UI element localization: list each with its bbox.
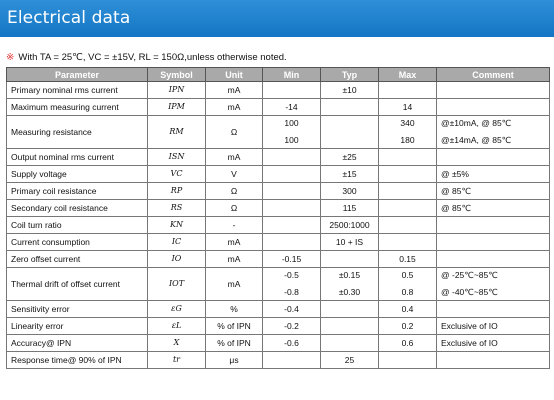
col-header-comment: Comment xyxy=(437,68,550,82)
section-title: Electrical data xyxy=(7,8,131,28)
cell-min-value: -0.6 xyxy=(284,337,299,348)
cell-min-value xyxy=(267,167,316,182)
cell-min xyxy=(263,149,321,166)
cell-typ xyxy=(321,318,379,335)
table-row xyxy=(7,166,550,183)
cell-comment xyxy=(437,352,550,369)
cell-comment-value xyxy=(441,302,545,317)
cell-max-value: 0.6 xyxy=(401,337,414,348)
cell-comment-value: @ ±5% xyxy=(441,168,469,179)
table-row xyxy=(7,335,550,352)
cell-typ xyxy=(321,352,379,369)
cell-typ-value: 115 xyxy=(342,202,357,213)
cell-parameter: Sensitivity error xyxy=(7,301,148,318)
cell-min-value: 100 xyxy=(284,135,299,145)
cell-comment-value: Exclusive of IO xyxy=(441,320,498,331)
cell-unit: mA xyxy=(206,82,263,99)
cell-typ-value: ±15 xyxy=(342,168,357,179)
table-header-row xyxy=(7,68,550,82)
table-row xyxy=(7,318,550,335)
cell-unit: % of IPN xyxy=(206,318,263,335)
cell-unit: mA xyxy=(206,149,263,166)
cell-symbol: εG xyxy=(148,301,206,318)
cell-symbol: IC xyxy=(148,234,206,251)
cell-min xyxy=(263,251,321,268)
cell-typ-value xyxy=(325,100,374,115)
cell-comment-value: Exclusive of IO xyxy=(441,337,498,348)
cell-comment xyxy=(437,268,550,301)
note-text: With TA = 25℃, VC = ±15V, RL = 150Ω,unless otherwise noted. xyxy=(18,52,287,63)
cell-typ xyxy=(321,200,379,217)
cell-max xyxy=(379,99,437,116)
cell-typ-value: ±10 xyxy=(342,84,357,95)
cell-comment xyxy=(437,183,550,200)
table-row xyxy=(7,116,550,149)
cell-max-value: 180 xyxy=(400,135,415,145)
cell-unit: - xyxy=(206,217,263,234)
col-header-unit: Unit xyxy=(206,68,263,82)
table-row xyxy=(7,251,550,268)
cell-min-value xyxy=(267,83,316,98)
cell-max-value: 0.4 xyxy=(401,303,414,314)
section-header xyxy=(0,0,554,37)
cell-max xyxy=(379,183,437,200)
cell-typ xyxy=(321,166,379,183)
cell-comment xyxy=(437,318,550,335)
cell-typ xyxy=(321,149,379,166)
cell-max xyxy=(379,82,437,99)
cell-comment-value xyxy=(441,83,545,98)
cell-typ-value: ±25 xyxy=(342,151,357,162)
cell-typ-value: ±0.30 xyxy=(338,287,361,297)
cell-comment-value: @ -25℃~85℃ xyxy=(441,270,498,280)
cell-min-value: -0.4 xyxy=(284,303,299,314)
cell-typ xyxy=(321,183,379,200)
cell-min xyxy=(263,268,321,301)
table-row xyxy=(7,301,550,318)
cell-unit: mA xyxy=(206,99,263,116)
cell-parameter: Zero offset current xyxy=(7,251,148,268)
cell-typ-value: ±0.15 xyxy=(338,270,361,280)
cell-typ xyxy=(321,301,379,318)
cell-symbol: RM xyxy=(148,116,206,149)
cell-parameter: Primary coil resistance xyxy=(7,183,148,200)
table-row xyxy=(7,149,550,166)
cell-min-value: -0.15 xyxy=(281,253,302,264)
cell-comment-value xyxy=(441,150,545,165)
cell-min xyxy=(263,352,321,369)
cell-min xyxy=(263,99,321,116)
cell-min-value xyxy=(267,353,316,368)
cell-symbol: IOT xyxy=(148,268,206,301)
table-row xyxy=(7,82,550,99)
cell-parameter: Coil turn ratio xyxy=(7,217,148,234)
cell-max xyxy=(379,268,437,301)
cell-typ-value xyxy=(325,319,374,334)
cell-parameter: Supply voltage xyxy=(7,166,148,183)
cell-symbol: εL xyxy=(148,318,206,335)
cell-max xyxy=(379,234,437,251)
cell-unit: mA xyxy=(206,251,263,268)
cell-max xyxy=(379,116,437,149)
cell-symbol: ISN xyxy=(148,149,206,166)
cell-unit: % xyxy=(206,301,263,318)
table-row xyxy=(7,200,550,217)
note-mark: ※ xyxy=(6,52,15,63)
cell-min-value: -0.8 xyxy=(284,287,299,297)
cell-typ-value xyxy=(325,302,374,317)
cell-unit: μs xyxy=(206,352,263,369)
cell-typ-value xyxy=(325,116,374,131)
cell-comment-value: @±14mA, @ 85℃ xyxy=(441,135,512,145)
cell-min-value xyxy=(267,201,316,216)
cell-max xyxy=(379,200,437,217)
table-row xyxy=(7,217,550,234)
cell-max-value xyxy=(383,167,432,182)
cell-max-value xyxy=(383,184,432,199)
cell-typ xyxy=(321,82,379,99)
col-header-typ: Typ xyxy=(321,68,379,82)
col-header-max: Max xyxy=(379,68,437,82)
cell-symbol: IO xyxy=(148,251,206,268)
table-row xyxy=(7,183,550,200)
cell-unit: Ω xyxy=(206,183,263,200)
cell-typ-value: 25 xyxy=(344,354,355,365)
cell-typ-value: 10 + IS xyxy=(335,236,364,247)
table-row xyxy=(7,99,550,116)
cell-symbol: IPN xyxy=(148,82,206,99)
cell-parameter: Secondary coil resistance xyxy=(7,200,148,217)
cell-symbol: tr xyxy=(148,352,206,369)
cell-unit: Ω xyxy=(206,116,263,149)
cell-max-value xyxy=(383,218,432,233)
cell-comment-value: @±10mA, @ 85℃ xyxy=(441,118,512,128)
cell-parameter: Primary nominal rms current xyxy=(7,82,148,99)
cell-comment-value: @ 85℃ xyxy=(441,185,471,196)
cell-min-value: -0.5 xyxy=(284,270,299,280)
cell-min xyxy=(263,166,321,183)
cell-typ-value xyxy=(325,252,374,267)
cell-min-value xyxy=(267,235,316,250)
cell-max xyxy=(379,335,437,352)
cell-min xyxy=(263,301,321,318)
cell-typ xyxy=(321,99,379,116)
cell-min-value xyxy=(267,218,316,233)
cell-typ-value xyxy=(325,336,374,351)
cell-max-value: 340 xyxy=(400,118,415,128)
cell-typ xyxy=(321,217,379,234)
cell-min xyxy=(263,217,321,234)
cell-parameter: Current consumption xyxy=(7,234,148,251)
cell-unit: Ω xyxy=(206,200,263,217)
cell-min-value xyxy=(267,150,316,165)
cell-symbol: X xyxy=(148,335,206,352)
table-body xyxy=(7,82,550,369)
cell-symbol: KN xyxy=(148,217,206,234)
cell-typ-value: 2500:1000 xyxy=(329,219,370,230)
cell-comment-value xyxy=(441,235,545,250)
cell-typ xyxy=(321,268,379,301)
cell-comment-value: @ 85℃ xyxy=(441,202,471,213)
cell-min-value xyxy=(267,184,316,199)
cell-max xyxy=(379,301,437,318)
col-header-symbol: Symbol xyxy=(148,68,206,82)
cell-parameter: Measuring resistance xyxy=(7,116,148,149)
table-row xyxy=(7,234,550,251)
cell-comment xyxy=(437,116,550,149)
cell-max-value: 0.5 xyxy=(401,270,414,280)
cell-min-value: -0.2 xyxy=(284,320,299,331)
cell-unit: mA xyxy=(206,268,263,301)
cell-comment xyxy=(437,82,550,99)
cell-comment xyxy=(437,217,550,234)
cell-comment xyxy=(437,301,550,318)
cell-comment xyxy=(437,149,550,166)
cell-typ xyxy=(321,234,379,251)
cell-comment xyxy=(437,251,550,268)
cell-comment xyxy=(437,200,550,217)
cell-symbol: RP xyxy=(148,183,206,200)
cell-unit: V xyxy=(206,166,263,183)
cell-max xyxy=(379,352,437,369)
cell-max-value: 14 xyxy=(402,101,413,112)
cell-typ xyxy=(321,335,379,352)
cell-max-value xyxy=(383,150,432,165)
cell-max-value: 0.15 xyxy=(399,253,416,264)
cell-min-value: 100 xyxy=(284,118,299,128)
cell-min xyxy=(263,234,321,251)
cell-comment xyxy=(437,166,550,183)
table-row xyxy=(7,268,550,301)
cell-min xyxy=(263,200,321,217)
cell-max xyxy=(379,251,437,268)
cell-symbol: VC xyxy=(148,166,206,183)
col-header-min: Min xyxy=(263,68,321,82)
cell-typ xyxy=(321,116,379,149)
cell-parameter: Linearity error xyxy=(7,318,148,335)
cell-min xyxy=(263,335,321,352)
cell-max xyxy=(379,166,437,183)
cell-max-value xyxy=(383,353,432,368)
cell-unit: % of IPN xyxy=(206,335,263,352)
cell-max-value: 0.2 xyxy=(401,320,414,331)
cell-parameter: Thermal drift of offset current xyxy=(7,268,148,301)
table-row xyxy=(7,352,550,369)
cell-unit: mA xyxy=(206,234,263,251)
cell-min xyxy=(263,116,321,149)
cell-max-value: 0.8 xyxy=(401,287,414,297)
cell-symbol: IPM xyxy=(148,99,206,116)
cell-comment-value xyxy=(441,100,545,115)
cell-comment xyxy=(437,335,550,352)
col-header-parameter: Parameter xyxy=(7,68,148,82)
cell-comment xyxy=(437,99,550,116)
cell-max-value xyxy=(383,83,432,98)
cell-min xyxy=(263,183,321,200)
cell-max xyxy=(379,149,437,166)
cell-parameter: Maximum measuring current xyxy=(7,99,148,116)
cell-typ-value: 300 xyxy=(342,185,357,196)
cell-min xyxy=(263,82,321,99)
cell-comment xyxy=(437,234,550,251)
cell-comment-value xyxy=(441,353,545,368)
cell-typ xyxy=(321,251,379,268)
electrical-data-table xyxy=(6,67,550,369)
cell-comment-value: @ -40℃~85℃ xyxy=(441,287,498,297)
cell-comment-value xyxy=(441,218,545,233)
cell-min xyxy=(263,318,321,335)
cell-parameter: Response time@ 90% of IPN xyxy=(7,352,148,369)
cell-parameter: Accuracy@ IPN xyxy=(7,335,148,352)
cell-max xyxy=(379,217,437,234)
cell-comment-value xyxy=(441,252,545,267)
cell-typ-value xyxy=(325,133,374,148)
cell-max-value xyxy=(383,235,432,250)
conditions-note xyxy=(6,52,287,63)
cell-max xyxy=(379,318,437,335)
cell-parameter: Output nominal rms current xyxy=(7,149,148,166)
cell-max-value xyxy=(383,201,432,216)
cell-min-value: -14 xyxy=(285,101,298,112)
cell-symbol: RS xyxy=(148,200,206,217)
